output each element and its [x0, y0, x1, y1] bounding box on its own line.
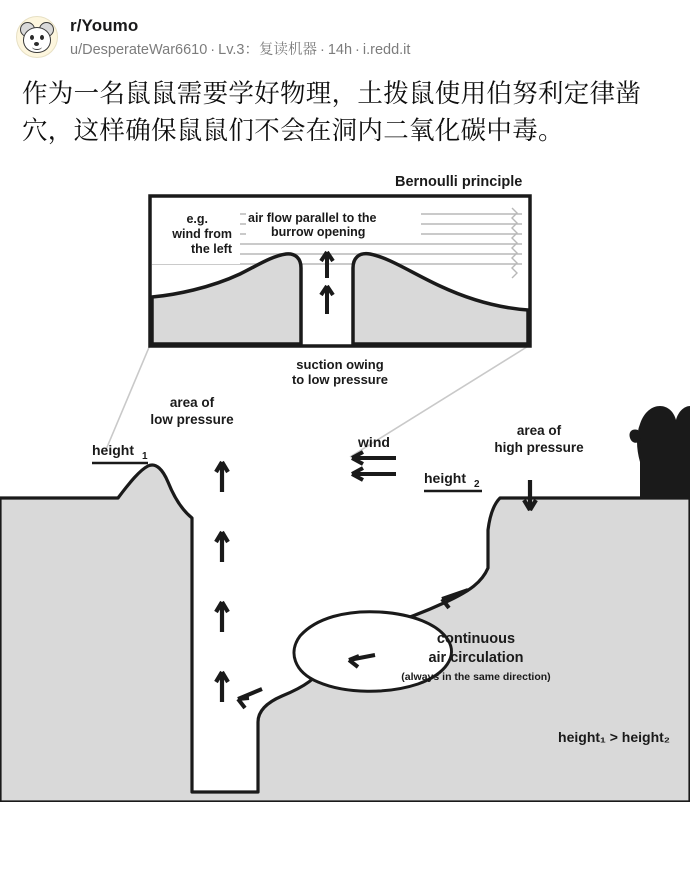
height1-label: [92, 442, 148, 463]
right-downdraft-arrow: [524, 480, 536, 510]
height2-text: height: [424, 470, 466, 486]
post-meta: [70, 40, 410, 60]
wind-label: wind: [358, 434, 390, 450]
high-pressure-label-line2: high pressure: [494, 440, 584, 455]
height1-subscript: 1: [142, 451, 148, 462]
height1-text: height: [92, 442, 134, 458]
left-updraft-arrows: [216, 462, 228, 702]
meta-separator-3: ·: [355, 42, 360, 58]
mouse-avatar-icon[interactable]: [16, 16, 58, 58]
low-pressure-label-line1: area of: [169, 395, 215, 410]
post-header: [0, 0, 690, 60]
avatar-eye-right: [40, 35, 44, 40]
wind-arrows: [352, 452, 396, 480]
post-header-text: [70, 14, 410, 60]
airflow-label-line2: burrow opening: [271, 225, 366, 239]
avatar-nose: [34, 42, 39, 46]
diagram-title: Bernoulli principle: [395, 174, 523, 190]
avatar-eye-left: [30, 35, 34, 40]
high-pressure-label-line1: area of: [516, 423, 562, 438]
meta-separator-2: ·: [319, 42, 325, 58]
main-cross-section: [0, 395, 690, 802]
inset-the-left-label: the left: [191, 242, 232, 256]
low-pressure-label-line2: low pressure: [150, 412, 234, 427]
author-name[interactable]: u/DesperateWar6610: [70, 42, 208, 58]
author-level: Lv.3：复读机器: [218, 42, 317, 58]
height2-label: [424, 470, 482, 491]
inset-wind-from-label: wind from: [172, 227, 232, 241]
subreddit-name[interactable]: r/Youmo: [70, 16, 139, 35]
groundhog-body: [637, 406, 690, 498]
post-age: 14h: [327, 42, 353, 58]
bernoulli-diagram[interactable]: [0, 162, 690, 802]
suction-label-line2: to low pressure: [291, 372, 389, 387]
suction-label-line1: suction owing: [296, 357, 384, 372]
post-body-text: 作为一名鼠鼠需要学好物理，土拨鼠使用伯努利定律凿穴，这样确保鼠鼠们不会在洞内二氧化碳中毒。: [22, 79, 642, 146]
connector-left: [105, 345, 150, 452]
height-comparison: height₁ > height₂: [558, 729, 670, 745]
inset-panel: [150, 196, 530, 346]
groundhog-silhouette: [629, 406, 690, 498]
meta-separator-1: ·: [210, 42, 216, 58]
airflow-label-line1: air flow parallel to the: [248, 211, 377, 225]
post-source[interactable]: i.redd.it: [362, 42, 411, 58]
circulation-label-line1: continuous: [436, 631, 516, 647]
inset-eg-label: e.g.: [186, 212, 208, 226]
height2-subscript: 2: [474, 479, 480, 490]
circulation-label-line2: air circulation: [428, 650, 524, 666]
circulation-note: (always in the same direction): [401, 671, 551, 683]
